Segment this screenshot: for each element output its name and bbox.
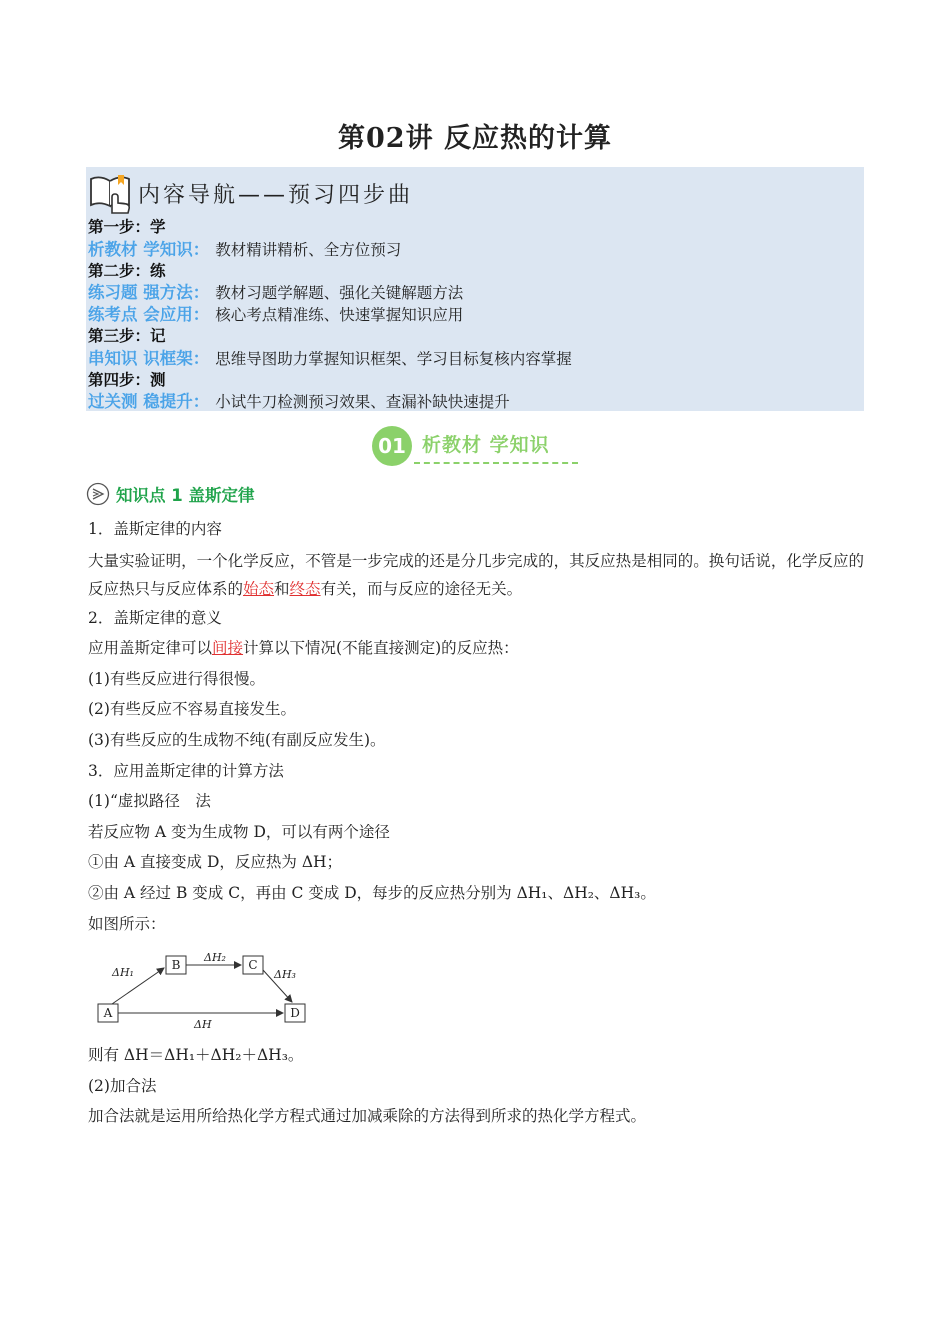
edge-ab-label: ΔH₁ xyxy=(112,966,134,979)
paragraph xyxy=(88,545,864,603)
list-item: (3)有些反应的生成物不纯(有副反应发生)。 xyxy=(88,730,386,749)
hess-path-diagram xyxy=(90,948,320,1038)
nav-step-3 xyxy=(88,326,572,348)
nav-item xyxy=(88,304,572,326)
text: 有关，而与反应的途径无关。 xyxy=(320,579,523,598)
knowledge-point-title: 知识点 1 盖斯定律 xyxy=(116,486,255,505)
section-number: 01 xyxy=(372,426,412,466)
paragraph: ①由 A 直接变成 D，反应热为 ΔH； xyxy=(88,853,343,872)
nav-item-label: 析教材 学知识： xyxy=(88,239,210,259)
nav-header xyxy=(88,171,413,215)
nav-item xyxy=(88,348,572,370)
node-c-label: C xyxy=(248,958,258,972)
nav-step-2 xyxy=(88,261,572,283)
nav-item xyxy=(88,391,572,413)
section-label: 析教材 学知识 xyxy=(422,434,550,456)
main-content-continued xyxy=(88,1040,864,1132)
subheading: 2．盖斯定律的意义 xyxy=(88,608,222,627)
paragraph: 加合法就是运用所给热化学方程式通过加减乘除的方法得到所求的热化学方程式。 xyxy=(88,1107,647,1126)
method-heading: (2)加合法 xyxy=(88,1076,157,1095)
arrow-circle-icon xyxy=(86,482,110,506)
paragraph xyxy=(88,633,864,664)
text: 计算以下情况(不能直接测定)的反应热： xyxy=(243,639,519,658)
nav-item-label: 过关测 稳提升： xyxy=(88,392,210,412)
method-heading: (1)“虚拟路径 法 xyxy=(88,792,211,811)
main-content xyxy=(88,514,864,939)
subheading: 1．盖斯定律的内容 xyxy=(88,520,222,538)
page-title: 第02讲 反应热的计算 xyxy=(338,123,612,154)
node-d-label: D xyxy=(290,1006,300,1020)
nav-item-desc: 教材精讲精析、全方位预习 xyxy=(215,240,402,259)
banner-underline xyxy=(414,462,578,464)
subheading: 3．应用盖斯定律的计算方法 xyxy=(88,761,284,780)
step-label: 第四步：测 xyxy=(88,370,166,389)
nav-item-desc: 核心考点精准练、快速掌握知识应用 xyxy=(215,306,464,325)
paragraph: 则有 ΔH＝ΔH₁＋ΔH₂＋ΔH₃。 xyxy=(88,1046,304,1064)
highlight-term: 间接 xyxy=(212,639,244,658)
nav-lines xyxy=(88,217,572,413)
knowledge-point-heading xyxy=(86,482,254,506)
edge-ad-label: ΔH xyxy=(194,1018,212,1031)
text: 应用盖斯定律可以 xyxy=(88,639,213,658)
highlight-term: 始态 xyxy=(243,579,275,598)
text: 大量实验证明，一个化学反应，不管是一步完成的还是分几步完成的，其反应热是相同的。换句话说，化学反应的反应热只与反应体系的 xyxy=(88,551,864,598)
nav-item xyxy=(88,239,572,261)
step-label: 第二步：练 xyxy=(88,261,166,280)
nav-item-label: 串知识 识框架： xyxy=(88,348,210,368)
content-navigation-box xyxy=(86,167,864,411)
edge-bc-label: ΔH₂ xyxy=(204,951,226,964)
highlight-term: 终态 xyxy=(289,579,321,598)
nav-item-label: 练习题 强方法： xyxy=(88,283,210,303)
nav-step-4 xyxy=(88,370,572,392)
paragraph: 如图所示： xyxy=(88,914,166,933)
nav-step-1 xyxy=(88,217,572,239)
step-label: 第一步：学 xyxy=(88,218,166,236)
list-item: (1)有些反应进行得很慢。 xyxy=(88,669,265,688)
nav-item-label: 练考点 会应用： xyxy=(88,305,210,325)
nav-item-desc: 思维导图助力掌握知识框架、学习目标复核内容掌握 xyxy=(215,349,572,368)
book-hand-icon xyxy=(88,171,136,215)
nav-item-desc: 教材习题学解题、强化关键解题方法 xyxy=(215,284,464,303)
edge-cd-label: ΔH₃ xyxy=(274,968,296,981)
text: 和 xyxy=(274,579,290,598)
paragraph: 若反应物 A 变为生成物 D，可以有两个途径 xyxy=(88,822,390,841)
section-banner xyxy=(370,424,582,468)
node-a-label: A xyxy=(103,1006,113,1020)
node-b-label: B xyxy=(171,958,181,972)
paragraph: ②由 A 经过 B 变成 C，再由 C 变成 D，每步的反应热分别为 ΔH₁、ΔH₂、ΔH₃。 xyxy=(88,883,656,902)
nav-title: 内容导航——预习四步曲 xyxy=(138,182,414,208)
nav-item-desc: 小试牛刀检测预习效果、查漏补缺快速提升 xyxy=(215,393,510,412)
list-item: (2)有些反应不容易直接发生。 xyxy=(88,700,296,719)
step-label: 第三步：记 xyxy=(88,326,166,345)
nav-item xyxy=(88,282,572,304)
